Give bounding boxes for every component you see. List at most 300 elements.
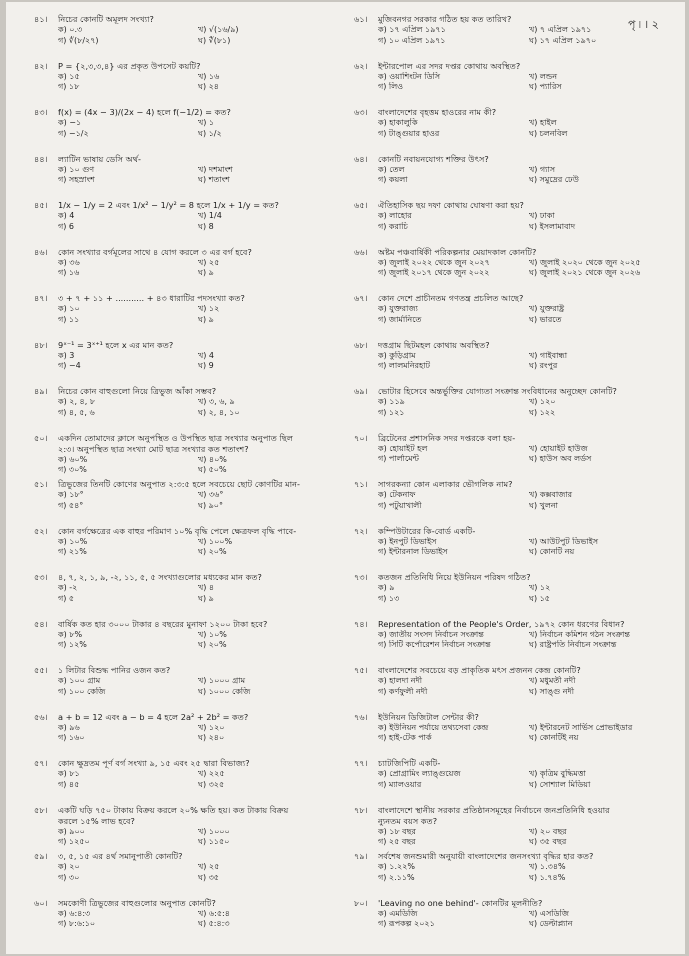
question-number: ৪৬। bbox=[34, 246, 48, 257]
question-number: ৪৭। bbox=[34, 293, 48, 303]
answer-option: ঘ) চলনবিল bbox=[529, 128, 568, 138]
answer-option: গ) ১২১ bbox=[378, 407, 405, 417]
answer-option: ক) ১৮° bbox=[58, 490, 84, 499]
answer-option: ক) ওয়াশিংটন ডিসি bbox=[378, 71, 441, 81]
answer-option: ক) −১ bbox=[58, 118, 82, 127]
answer-option: ক) তেল bbox=[378, 164, 405, 174]
question-number: ৬৯। bbox=[354, 386, 368, 396]
question-line bbox=[354, 386, 680, 397]
answer-option: ঘ) ৫০% bbox=[198, 465, 227, 475]
question-block bbox=[354, 107, 680, 154]
answer-option: ঘ) ১১৫০ bbox=[198, 837, 230, 847]
answer-option: ক) 4 bbox=[58, 211, 75, 220]
question-line bbox=[354, 526, 680, 537]
answer-option: গ) ৪, ৫, ৬ bbox=[58, 407, 95, 417]
answer-option: খ) ১০% bbox=[198, 629, 227, 639]
option-grid bbox=[354, 397, 680, 418]
question-block bbox=[34, 293, 338, 340]
question-text: ৩ + ৭ + ১১ + ........... + ৪৩ ধারাটির পদসংখ্যা কত? bbox=[58, 293, 245, 303]
question-number: ৬৭। bbox=[354, 293, 368, 303]
answer-option: ঘ) ১০০০ কেজি bbox=[198, 686, 251, 696]
question-line bbox=[34, 154, 338, 165]
question-text: নিচের কোনটি অমূলদ সংখ্যা? bbox=[58, 14, 154, 24]
question-text: ইন্টারপোল এর সদর দপ্তর কোথায় অবস্থিত? bbox=[378, 60, 521, 71]
question-line bbox=[354, 805, 680, 816]
option-grid bbox=[34, 676, 338, 697]
question-block bbox=[354, 247, 680, 294]
answer-option: ক) প্রোগ্রামিং ল্যাঙ্গুয়েজ bbox=[378, 769, 461, 778]
question-number: ৫৫। bbox=[34, 665, 48, 675]
question-text: মুজিবনগর সরকার গঠিত হয় কত তারিখ? bbox=[378, 14, 512, 24]
answer-option: ঘ) ২০% bbox=[198, 640, 227, 650]
question-block bbox=[34, 665, 338, 712]
answer-option: খ) ১ bbox=[198, 118, 215, 127]
answer-option: ঘ) ডেল্টাপ্ল্যান bbox=[529, 919, 573, 929]
option-grid bbox=[34, 258, 338, 279]
question-line bbox=[34, 898, 338, 909]
answer-option: গ) করাচি bbox=[378, 221, 408, 231]
question-line bbox=[354, 433, 680, 444]
question-number: ৪৪। bbox=[34, 153, 48, 164]
answer-option: খ) দশমাংশ bbox=[198, 164, 233, 174]
answer-option: ঘ) ২০% bbox=[198, 547, 227, 557]
answer-option: ক) ১০ গুণ bbox=[58, 164, 95, 174]
answer-option: ঘ) সাঙ্গু নদী bbox=[529, 686, 574, 696]
option-grid bbox=[34, 723, 338, 744]
question-text: 'Leaving no one behind'- কোনটির মূলনীতি? bbox=[378, 897, 543, 908]
answer-option: খ) জুলাই ২০২০ থেকে জুন ২০২৫ bbox=[529, 257, 641, 267]
option-grid bbox=[354, 72, 680, 93]
answer-option: খ) কক্সবাজার bbox=[529, 490, 573, 499]
answer-option: ঘ) ২৪ bbox=[198, 82, 219, 92]
question-block bbox=[354, 61, 680, 108]
answer-option: ঘ) ৩২৫ bbox=[198, 779, 225, 789]
answer-option: খ) হাইল bbox=[529, 118, 557, 127]
answer-option: ক) 3 bbox=[58, 350, 75, 360]
answer-option: ঘ) খুলনা bbox=[529, 500, 558, 510]
option-grid bbox=[34, 537, 338, 558]
question-block bbox=[354, 14, 680, 61]
answer-option: ক) ১৭ এপ্রিল ১৯৭১ bbox=[378, 25, 446, 34]
option-grid bbox=[354, 25, 680, 46]
question-text: বার্ষিক কত হার ৩০০০ টাকার ৪ বছরের মুনাফা ১২০০ টাকা হবে? bbox=[58, 618, 268, 629]
answer-option: ক) ১০ bbox=[58, 304, 80, 313]
answer-option: গ) পটুয়াখালী bbox=[378, 500, 422, 510]
question-number: ৪৩। bbox=[34, 107, 48, 117]
question-line bbox=[354, 851, 680, 862]
answer-option: গ) টাঙ্গুয়ার হাওর bbox=[378, 128, 440, 138]
answer-option: ক) ৬০% bbox=[58, 454, 88, 464]
option-grid bbox=[354, 827, 680, 848]
question-number: ৬৫। bbox=[354, 200, 368, 210]
answer-option: ঘ) ৯ bbox=[198, 314, 214, 324]
question-number: ৭০। bbox=[354, 432, 368, 443]
answer-option: ক) হোয়াইট হল bbox=[378, 443, 428, 453]
answer-option: খ) লন্ডন bbox=[529, 71, 558, 81]
answer-option: খ) √(১৬/৯) bbox=[198, 25, 239, 34]
question-line bbox=[354, 340, 680, 351]
answer-option: খ) ৩৬° bbox=[198, 490, 224, 499]
question-text: ঐতিহাসিক ছয় দফা কোথায় ঘোষণা করা হয়? bbox=[378, 200, 524, 210]
answer-option: ঘ) 9 bbox=[198, 361, 214, 371]
question-block bbox=[354, 386, 680, 433]
option-grid bbox=[34, 909, 338, 930]
answer-option: খ) ১০০০ bbox=[198, 826, 230, 836]
question-text: একটি ঘড়ি ৭৫০ টাকায় বিক্রয় করলে ২০% ক্ষতি হয়। কত টাকায় বিক্রয় bbox=[58, 804, 289, 815]
answer-option: ক) যুক্তরাজ্য bbox=[378, 304, 418, 313]
question-number: ৬২। bbox=[354, 60, 368, 71]
answer-option: ঘ) ভারতে bbox=[529, 314, 562, 324]
answer-option: খ) ১২০ bbox=[529, 397, 556, 406]
question-text: কম্পিউটারের কি-বোর্ড একটি- bbox=[378, 525, 476, 536]
question-block bbox=[34, 247, 338, 294]
page-number: পৃ ৷ । ২ bbox=[628, 18, 659, 31]
question-block bbox=[34, 758, 338, 805]
question-line bbox=[34, 805, 338, 816]
answer-option: খ) 4 bbox=[198, 350, 215, 360]
answer-option: ঘ) জুলাই ২০২১ থেকে জুন ২০২৬ bbox=[529, 268, 641, 278]
answer-option: ক) জাতীয় সংসদ নির্বাচন সংক্রান্ত bbox=[378, 629, 484, 639]
question-block bbox=[354, 572, 680, 619]
option-grid bbox=[34, 351, 338, 372]
question-number: ৬৪। bbox=[354, 153, 368, 164]
answer-option: খ) ২২৫ bbox=[198, 769, 225, 778]
answer-option: গ) জার্মানিতে bbox=[378, 314, 422, 324]
answer-option: ক) ১.২২% bbox=[378, 862, 415, 871]
answer-option: ঘ) ৩৫ bbox=[198, 872, 219, 882]
answer-option: ঘ) সমুদ্রের ঢেউ bbox=[529, 175, 579, 185]
question-block bbox=[34, 154, 338, 201]
question-number: ৭৭। bbox=[354, 758, 368, 768]
answer-option: খ) ১২০ bbox=[198, 722, 225, 732]
answer-option: গ) সহস্রাংশ bbox=[58, 175, 95, 185]
question-block bbox=[34, 712, 338, 759]
answer-option: ক) ১০% bbox=[58, 536, 88, 546]
option-grid bbox=[354, 351, 680, 372]
question-text: বাংলাদেশে স্থানীয় সরকার প্রতিষ্ঠানসমূহের নির্বাচনে জনপ্রতিনিধি হওয়ার bbox=[378, 804, 610, 815]
question-text: Representation of the People's Order, ১৯৭২ কোন ধরণের বিধান? bbox=[378, 618, 625, 629]
question-number: ৭৫। bbox=[354, 665, 368, 675]
option-grid bbox=[34, 118, 338, 139]
answer-option: ঘ) ১৫ bbox=[529, 593, 550, 603]
option-grid bbox=[34, 769, 338, 790]
question-number: ৮০। bbox=[354, 897, 368, 908]
option-grid bbox=[34, 490, 338, 511]
answer-option: ঘ) ২৪০ bbox=[198, 733, 225, 743]
question-line bbox=[34, 479, 338, 490]
answer-option: গ) ১৬০ bbox=[58, 733, 85, 743]
question-number: ৫৪। bbox=[34, 618, 48, 629]
question-number: ৫৭। bbox=[34, 758, 48, 768]
question-number: ৭১। bbox=[354, 479, 368, 489]
question-continuation bbox=[354, 816, 680, 827]
question-line bbox=[354, 665, 680, 676]
question-line bbox=[354, 247, 680, 258]
question-block bbox=[354, 433, 680, 480]
answer-option: গ) ৩০% bbox=[58, 465, 87, 475]
option-grid bbox=[354, 676, 680, 697]
question-block bbox=[34, 619, 338, 666]
question-block bbox=[34, 851, 338, 898]
answer-option: ক) ১১৯ bbox=[378, 397, 405, 406]
question-line bbox=[354, 898, 680, 909]
question-number: ৪২। bbox=[34, 60, 48, 71]
question-text: দত্তগ্রাম ছিটমহল কোথায় অবস্থিত? bbox=[378, 339, 490, 350]
answer-option: গ) সিটি কর্পোরেশন নির্বাচন সংক্রান্ত bbox=[378, 640, 491, 650]
answer-option: গ) ১১ bbox=[58, 314, 80, 324]
question-number: ৭২। bbox=[354, 525, 368, 536]
question-number: ৬০। bbox=[34, 897, 48, 908]
question-block bbox=[34, 572, 338, 619]
answer-option: ক) ১০০ গ্রাম bbox=[58, 676, 101, 685]
answer-option: ক) এমডিজি bbox=[378, 908, 418, 918]
left-column bbox=[34, 14, 338, 944]
question-text: ভোটার হিসেবে অন্তর্ভুক্তির যোগ্যতা সংক্রান্ত সংবিধানের অনুচ্ছেদ কোনটি? bbox=[378, 386, 617, 396]
question-line bbox=[34, 14, 338, 25]
answer-option: ঘ) প্যারিস bbox=[529, 82, 562, 92]
question-line bbox=[34, 433, 338, 444]
option-grid bbox=[354, 258, 680, 279]
question-block bbox=[34, 200, 338, 247]
answer-option: গ) ৫ bbox=[58, 593, 75, 603]
question-text: ৪, ৭, ২, ১, ৯, -২, ১১, ৫, ৫ সংখ্যাগুলোর মধ্যকের মান কত? bbox=[58, 572, 262, 582]
answer-option: ক) টেকনাফ bbox=[378, 490, 416, 499]
answer-option: ঘ) ৯ bbox=[198, 593, 214, 603]
question-text: 9ˣ⁻¹ = 3ˣ⁺¹ হলে x এর মান কত? bbox=[58, 339, 174, 350]
option-grid bbox=[34, 72, 338, 93]
question-line bbox=[354, 107, 680, 118]
question-number: ৫২। bbox=[34, 525, 48, 536]
question-number: ৭৮। bbox=[354, 804, 368, 815]
option-grid bbox=[34, 827, 338, 848]
question-block bbox=[354, 526, 680, 573]
answer-option: ঘ) ৯০° bbox=[198, 500, 223, 510]
question-number: ৫১। bbox=[34, 479, 48, 489]
answer-option: খ) ১০০০ গ্রাম bbox=[198, 676, 246, 685]
answer-option: ক) কুড়িগ্রাম bbox=[378, 350, 416, 360]
answer-option: ক) ৮১ bbox=[58, 769, 80, 778]
answer-option: ঘ) ৫:৪:৩ bbox=[198, 919, 230, 929]
option-grid bbox=[354, 490, 680, 511]
answer-option: খ) হোয়াইট হাউজ bbox=[529, 443, 588, 453]
option-grid bbox=[354, 537, 680, 558]
answer-option: গ) লিও bbox=[378, 82, 404, 92]
question-number: ৫০। bbox=[34, 432, 48, 443]
answer-option: ঘ) ইসলামাবাদ bbox=[529, 221, 576, 231]
answer-option: ক) ৩৬ bbox=[58, 257, 80, 267]
answer-option: ক) হালদা নদী bbox=[378, 676, 423, 685]
option-grid bbox=[34, 165, 338, 186]
question-number: ৭৬। bbox=[354, 711, 368, 722]
question-line bbox=[34, 247, 338, 258]
question-text: ২:৩। অনুপস্থিত ছাত্র সংখ্যা মোট ছাত্র সংখ্যার কত শতাংশ? bbox=[58, 443, 249, 454]
question-text: করলে ১৫% লাভ হবে? bbox=[58, 815, 135, 826]
question-number: ৬৮। bbox=[354, 339, 368, 350]
answer-option: খ) আউটপুট ডিভাইস bbox=[529, 536, 599, 546]
question-text: কতজন প্রতিনিধি নিয়ে ইউনিয়ন পরিষদ গঠিত? bbox=[378, 572, 531, 582]
answer-option: ঘ) ৩৫ বছর bbox=[529, 837, 567, 847]
answer-option: ঘ) 8 bbox=[198, 221, 214, 231]
option-grid bbox=[354, 165, 680, 186]
answer-option: খ) ২০ বছর bbox=[529, 826, 567, 836]
answer-option: খ) ৭ এপ্রিল ১৯৭১ bbox=[529, 25, 592, 34]
option-grid bbox=[354, 583, 680, 604]
answer-option: ঘ) ১.৭৪% bbox=[529, 872, 566, 882]
answer-option: ঘ) ২, ৪, ১০ bbox=[198, 407, 240, 417]
question-line bbox=[354, 200, 680, 211]
question-line bbox=[34, 526, 338, 537]
answer-option: খ) 1/4 bbox=[198, 211, 222, 220]
question-line bbox=[34, 340, 338, 351]
question-block bbox=[354, 200, 680, 247]
option-grid bbox=[34, 211, 338, 232]
question-line bbox=[354, 14, 680, 25]
answer-option: খ) ২৫ bbox=[198, 862, 220, 871]
question-block bbox=[34, 386, 338, 433]
answer-option: গ) ১২৫০ bbox=[58, 837, 90, 847]
question-text: ইউনিয়ন ডিজিটাল সেন্টার কী? bbox=[378, 711, 479, 722]
question-line bbox=[34, 293, 338, 304]
answer-option: গ) ৫৪° bbox=[58, 500, 84, 510]
question-line bbox=[354, 479, 680, 490]
question-line bbox=[354, 154, 680, 165]
question-block bbox=[34, 107, 338, 154]
answer-option: ক) লাহোর bbox=[378, 211, 412, 220]
question-text: অষ্টম পঞ্চবার্ষিকী পরিকল্পনার মেয়াদকাল কোনটি? bbox=[378, 246, 537, 257]
question-text: চ্যাটজিপিটি একটি- bbox=[378, 758, 441, 768]
question-line bbox=[34, 107, 338, 118]
question-block bbox=[34, 526, 338, 573]
question-block bbox=[354, 154, 680, 201]
question-line bbox=[354, 293, 680, 304]
question-number: ৬৩। bbox=[354, 107, 368, 117]
question-block bbox=[354, 479, 680, 526]
answer-option: গ) পার্লামেন্ট bbox=[378, 454, 419, 464]
answer-option: ক) ইউনিয়ন পর্যায়ে তথ্যসেবা কেন্দ্র bbox=[378, 722, 489, 732]
question-text: নিচের কোন বাহুগুলো নিয়ে ত্রিভুজ আঁকা সম্ভব? bbox=[58, 386, 217, 396]
question-text: সর্বশেষ জনশুমারী অনুযায়ী বাংলাদেশের জনসংখ্যা বৃদ্ধির হার কত? bbox=[378, 851, 594, 861]
answer-option: গ) ইন্টারনাল ডিভাইস bbox=[378, 547, 448, 557]
question-text: ত্রিভুজের তিনটি কোণের অনুপাত ২:৩:৫ হলে সবচেয়ে ছোট কোণটির মান- bbox=[58, 479, 300, 489]
question-continuation bbox=[34, 444, 338, 455]
answer-option: খ) এসডিজি bbox=[529, 908, 569, 918]
question-text: a + b = 12 এবং a − b = 4 হলে 2a² + 2b² = কত? bbox=[58, 711, 249, 722]
option-grid bbox=[354, 118, 680, 139]
question-text: f(x) = (4x − 3)/(2x − 4) হলে f(−1/2) = কত? bbox=[58, 107, 231, 117]
answer-option: ক) ২০ bbox=[58, 862, 80, 871]
option-grid bbox=[354, 444, 680, 465]
answer-option: গ) জুলাই ২০১৭ থেকে জুন ২০২২ bbox=[378, 268, 490, 278]
question-line bbox=[34, 572, 338, 583]
answer-option: ক) ১৫ bbox=[58, 71, 80, 81]
question-text: ন্যুনতম বয়স কত? bbox=[378, 815, 438, 826]
question-text: বাংলাদেশের বৃহত্তম হাওরের নাম কী? bbox=[378, 107, 497, 117]
option-grid bbox=[34, 25, 338, 46]
answer-option: গ) ৪৫ bbox=[58, 779, 80, 789]
question-number: ৭৩। bbox=[354, 572, 368, 582]
answer-option: খ) ৪ bbox=[198, 583, 215, 592]
answer-option: গ) ১২% bbox=[58, 640, 87, 650]
answer-option: গ) ২.১১% bbox=[378, 872, 415, 882]
answer-option: ক) ৬:৪:৩ bbox=[58, 908, 91, 918]
answer-option: গ) লালমনিরহাট bbox=[378, 361, 430, 371]
question-block bbox=[354, 898, 680, 945]
answer-option: ঘ) ∜(৮১) bbox=[198, 35, 231, 45]
answer-option: খ) ১০০% bbox=[198, 536, 233, 546]
question-number: ৫৯। bbox=[34, 851, 48, 861]
answer-option: ক) ৯৬ bbox=[58, 722, 80, 732]
question-block bbox=[354, 665, 680, 712]
answer-option: গ) হাই-টেক পার্ক bbox=[378, 733, 432, 743]
question-line bbox=[354, 61, 680, 72]
option-grid bbox=[34, 862, 338, 883]
answer-option: খ) ৪০% bbox=[198, 454, 227, 464]
answer-option: ক) ২, ৪, ৮ bbox=[58, 397, 96, 406]
answer-option: খ) ৩, ৬, ৯ bbox=[198, 397, 235, 406]
question-text: একদিন তোমাদের ক্লাসে অনুপস্থিত ও উপস্থিত ছাত্র সংখ্যার অনুপাত ছিল bbox=[58, 432, 293, 443]
answer-option: গ) ম্যালওয়ার bbox=[378, 779, 422, 789]
option-grid bbox=[354, 304, 680, 325]
option-grid bbox=[354, 630, 680, 651]
answer-option: গ) ১০ এপ্রিল ১৯৭১ bbox=[378, 35, 446, 45]
answer-option: ক) ১৮ বছর bbox=[378, 826, 416, 836]
answer-option: খ) যুক্তরাষ্ট্র bbox=[529, 304, 565, 313]
answer-option: ঘ) সোশ্যাল মিডিয়া bbox=[529, 779, 591, 789]
option-grid bbox=[34, 583, 338, 604]
answer-option: ঘ) রাষ্ট্রপতি নির্বাচন সংক্রান্ত bbox=[529, 640, 617, 650]
answer-option: ঘ) ৯ bbox=[198, 268, 214, 278]
answer-option: গ) ১৬ bbox=[58, 268, 80, 278]
question-number: ৬৬। bbox=[354, 246, 368, 257]
question-block bbox=[354, 851, 680, 898]
answer-option: ক) ইনপুট ডিভাইস bbox=[378, 536, 437, 546]
question-number: ৫৩। bbox=[34, 572, 48, 582]
answer-option: ক) হাকালুকি bbox=[378, 118, 418, 127]
option-grid bbox=[354, 862, 680, 883]
question-block bbox=[34, 433, 338, 480]
question-line bbox=[354, 758, 680, 769]
answer-option: গ) কর্ণফুলী নদী bbox=[378, 686, 428, 696]
answer-option: গ) ১৮ bbox=[58, 82, 80, 92]
question-line bbox=[354, 712, 680, 723]
answer-option: খ) ঢাকা bbox=[529, 211, 555, 220]
question-text: ১ লিটার বিশুদ্ধ পানির ওজন কত? bbox=[58, 665, 171, 675]
option-grid bbox=[354, 769, 680, 790]
question-sheet bbox=[6, 2, 685, 954]
option-grid bbox=[354, 723, 680, 744]
question-text: কোনটি নবায়নযোগ্য শক্তির উৎস? bbox=[378, 153, 489, 164]
option-grid bbox=[354, 909, 680, 930]
question-text: ৩, ৫, ১৫ এর ৪র্থ সমানুপাতী কোনটি? bbox=[58, 851, 183, 861]
question-number: ৪৯। bbox=[34, 386, 48, 396]
question-number: ৫৬। bbox=[34, 711, 48, 722]
option-grid bbox=[354, 211, 680, 232]
answer-option: ঘ) কোনটি নয় bbox=[529, 547, 575, 557]
question-text: কোন ক্ষুদ্রতম পূর্ণ বর্গ সংখ্যা ৯, ১৫ এবং ২৫ দ্বারা বিভাজ্য? bbox=[58, 758, 250, 768]
question-block bbox=[34, 805, 338, 852]
answer-option: ক) জুলাই ২০২২ থেকে জুন ২০২৭ bbox=[378, 257, 490, 267]
question-block bbox=[354, 619, 680, 666]
answer-option: গ) ১০০ কেজি bbox=[58, 686, 106, 696]
answer-option: ক) ৯ bbox=[378, 583, 395, 592]
question-block bbox=[34, 14, 338, 61]
question-line bbox=[34, 758, 338, 769]
answer-option: খ) ১.৩৪% bbox=[529, 862, 566, 871]
question-line bbox=[34, 61, 338, 72]
answer-option: গ) 6 bbox=[58, 221, 74, 231]
question-number: ৫৮। bbox=[34, 804, 48, 815]
answer-option: খ) ৬:৫:৪ bbox=[198, 908, 230, 918]
